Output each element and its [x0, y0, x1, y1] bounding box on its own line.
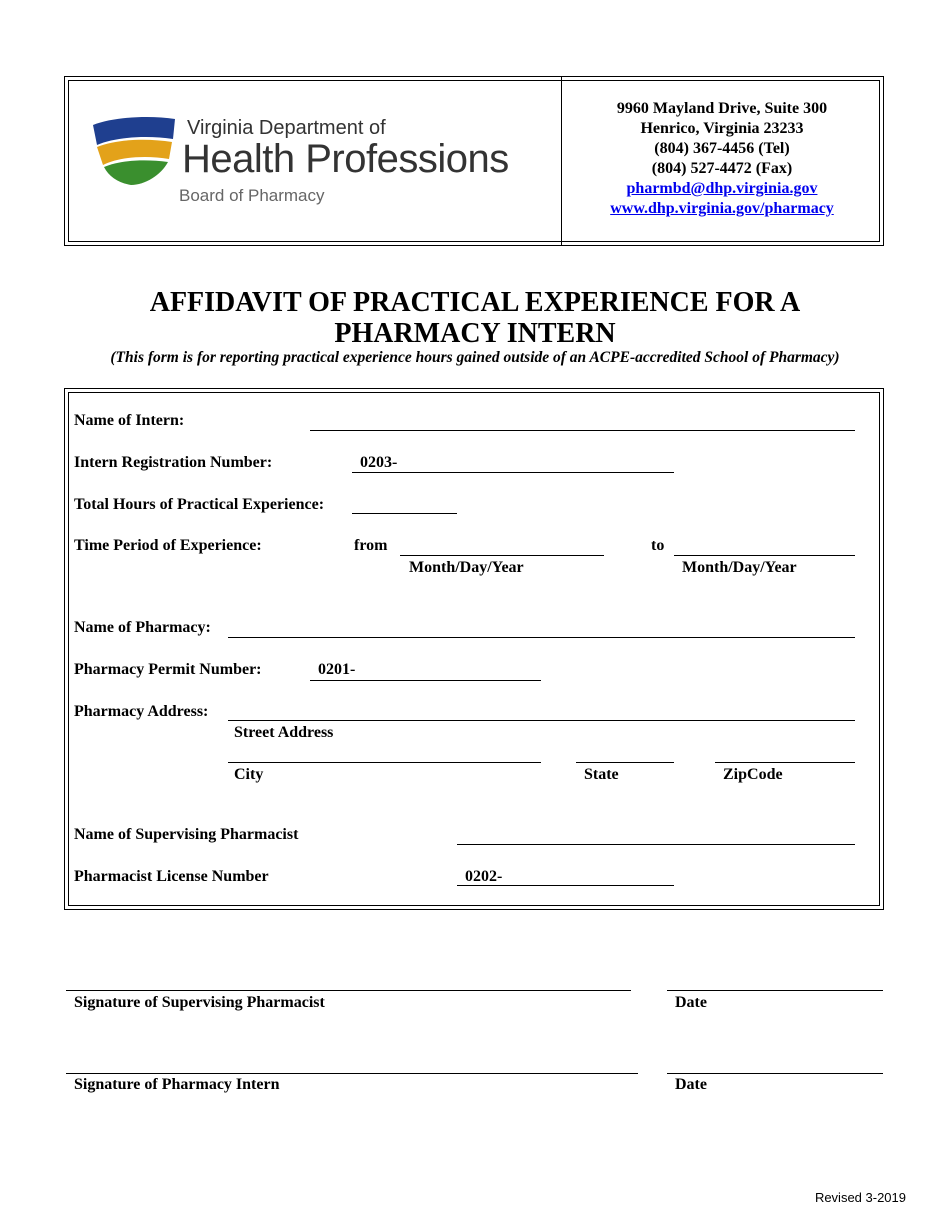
state-label: State [584, 766, 619, 783]
permit-label: Pharmacy Permit Number: [74, 661, 262, 678]
contact-block [563, 99, 881, 219]
license-prefix: 0202- [465, 868, 503, 885]
supervisor-date-field[interactable] [667, 990, 883, 991]
form-title-line-2: PHARMACY INTERN [334, 318, 616, 349]
logo-text-board: Board of Pharmacy [179, 186, 325, 205]
state-field[interactable] [576, 762, 674, 763]
city-label: City [234, 766, 264, 783]
pharmacy-name-field[interactable] [228, 637, 855, 638]
address-label: Pharmacy Address: [74, 703, 209, 720]
intern-reg-prefix: 0203- [360, 454, 398, 471]
revision-note: Revised 3-2019 [814, 1190, 906, 1205]
supervisor-name-label: Name of Supervising Pharmacist [74, 826, 299, 843]
from-label: from [354, 537, 388, 554]
license-label: Pharmacist License Number [74, 868, 269, 885]
logo-text-department: Virginia Department of [187, 117, 386, 139]
zipcode-field[interactable] [715, 762, 855, 763]
phone-tel: (804) 367-4456 (Tel) [654, 140, 790, 157]
address-line-1: 9960 Mayland Drive, Suite 300 [616, 100, 828, 117]
supervisor-signature-label: Signature of Supervising Pharmacist [74, 994, 325, 1011]
from-date-format: Month/Day/Year [409, 559, 524, 576]
address-line-2: Henrico, Virginia 23233 [640, 120, 804, 137]
pharmacy-name-label: Name of Pharmacy: [74, 619, 211, 636]
logo-text-health-professions: Health Professions [182, 137, 509, 181]
intern-date-label: Date [675, 1076, 707, 1093]
license-field[interactable] [457, 885, 674, 886]
form-title-line-1: AFFIDAVIT OF PRACTICAL EXPERIENCE FOR A [149, 287, 801, 318]
email-link[interactable]: pharmbd@dhp.virginia.gov [626, 180, 818, 197]
phone-fax: (804) 527-4472 (Fax) [651, 160, 793, 177]
intern-name-label: Name of Intern: [74, 412, 185, 429]
total-hours-field[interactable] [352, 513, 457, 514]
zipcode-label: ZipCode [723, 766, 783, 783]
website-link[interactable]: www.dhp.virginia.gov/pharmacy [610, 200, 834, 217]
street-address-field[interactable] [228, 720, 855, 721]
form-subtitle: (This form is for reporting practical experience hours gained outside of an ACPE-accredited School of Pharmacy) [110, 349, 840, 366]
dhp-shield-logo-icon [91, 115, 177, 187]
intern-reg-label: Intern Registration Number: [74, 454, 273, 471]
city-field[interactable] [228, 762, 541, 763]
supervisor-name-field[interactable] [457, 844, 855, 845]
intern-date-field[interactable] [667, 1073, 883, 1074]
to-date-field[interactable] [674, 555, 855, 556]
intern-signature-label: Signature of Pharmacy Intern [74, 1076, 280, 1093]
letterhead-divider [561, 77, 562, 245]
total-hours-label: Total Hours of Practical Experience: [74, 496, 325, 513]
permit-prefix: 0201- [318, 661, 356, 678]
street-address-label: Street Address [234, 724, 334, 741]
from-date-field[interactable] [400, 555, 604, 556]
to-date-format: Month/Day/Year [682, 559, 797, 576]
letterhead [64, 76, 884, 246]
to-label: to [651, 537, 665, 554]
supervisor-date-label: Date [675, 994, 707, 1011]
intern-name-field[interactable] [310, 430, 855, 431]
time-period-label: Time Period of Experience: [74, 537, 262, 554]
supervisor-signature-field[interactable] [66, 990, 631, 991]
permit-field[interactable] [310, 680, 541, 681]
intern-signature-field[interactable] [66, 1073, 638, 1074]
intern-reg-field[interactable] [352, 472, 674, 473]
